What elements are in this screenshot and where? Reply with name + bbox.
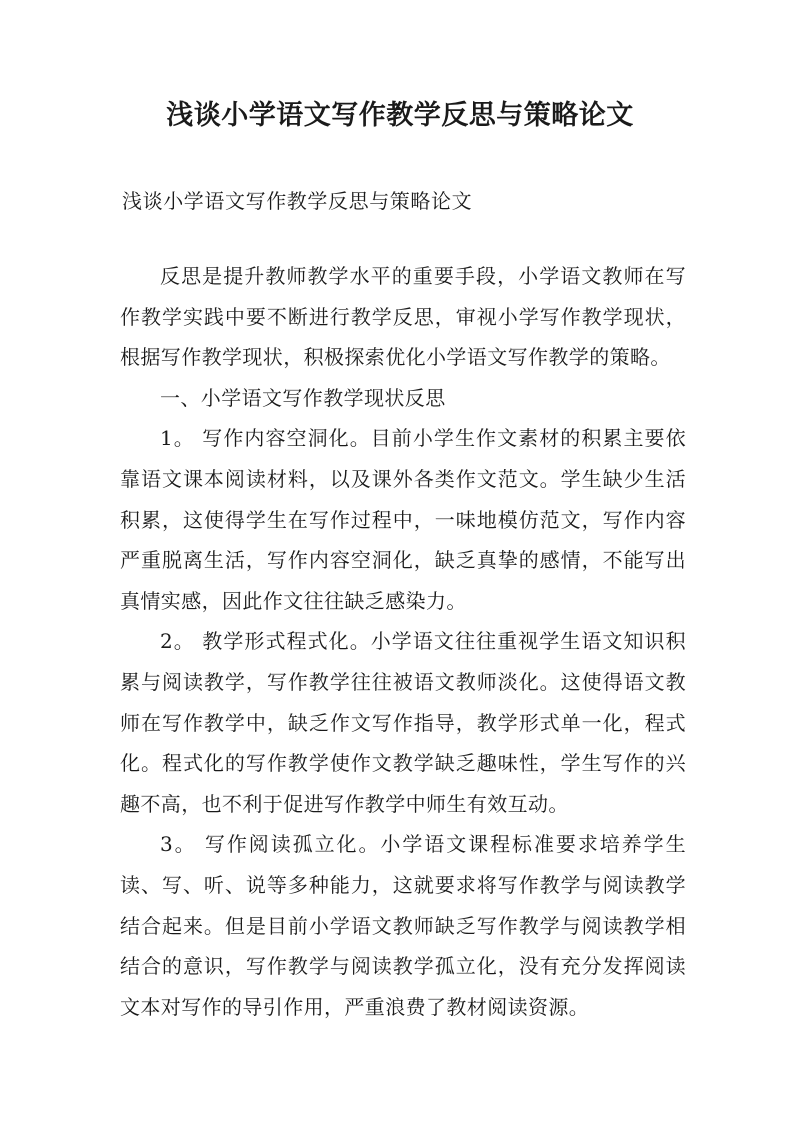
document-body	[120, 256, 686, 1027]
document-subtitle: 浅谈小学语文写作教学反思与策略论文	[122, 189, 473, 213]
paragraph-point-2: 2。 教学形式程式化。小学语文往往重视学生语文知识积累与阅读教学，写作教学往往被语文教师淡化。这使得语文教师在写作教学中，缺乏作文写作指导，教学形式单一化，程式化。程式化的写作教学使作文教学缺乏趣味性，学生写作的兴趣不高，也不利于促进写作教学中师生有效互动。	[120, 629, 686, 816]
paragraph-point-3: 3。 写作阅读孤立化。小学语文课程标准要求培养学生读、写、听、说等多种能力，这就要求将写作教学与阅读教学结合起来。但是目前小学语文教师缺乏写作教学与阅读教学相结合的意识，写作教学与阅读教学孤立化，没有充分发挥阅读文本对写作的导引作用，严重浪费了教材阅读资源。	[120, 832, 686, 1019]
section-heading: 一、小学语文写作教学现状反思	[160, 385, 446, 410]
paragraph-point-1: 1。 写作内容空洞化。目前小学生作文素材的积累主要依靠语文课本阅读材料，以及课外各类作文范文。学生缺少生活积累，这使得学生在写作过程中，一味地模仿范文，写作内容严重脱离生活，写作内容空洞化，缺乏真挚的感情，不能写出真情实感，因此作文往往缺乏感染力。	[120, 426, 686, 613]
paragraph-intro: 反思是提升教师教学水平的重要手段，小学语文教师在写作教学实践中要不断进行教学反思，审视小学写作教学现状，根据写作教学现状，积极探索优化小学语文写作教学的策略。	[120, 264, 686, 370]
document-title: 浅谈小学语文写作教学反思与策略论文	[166, 100, 634, 131]
